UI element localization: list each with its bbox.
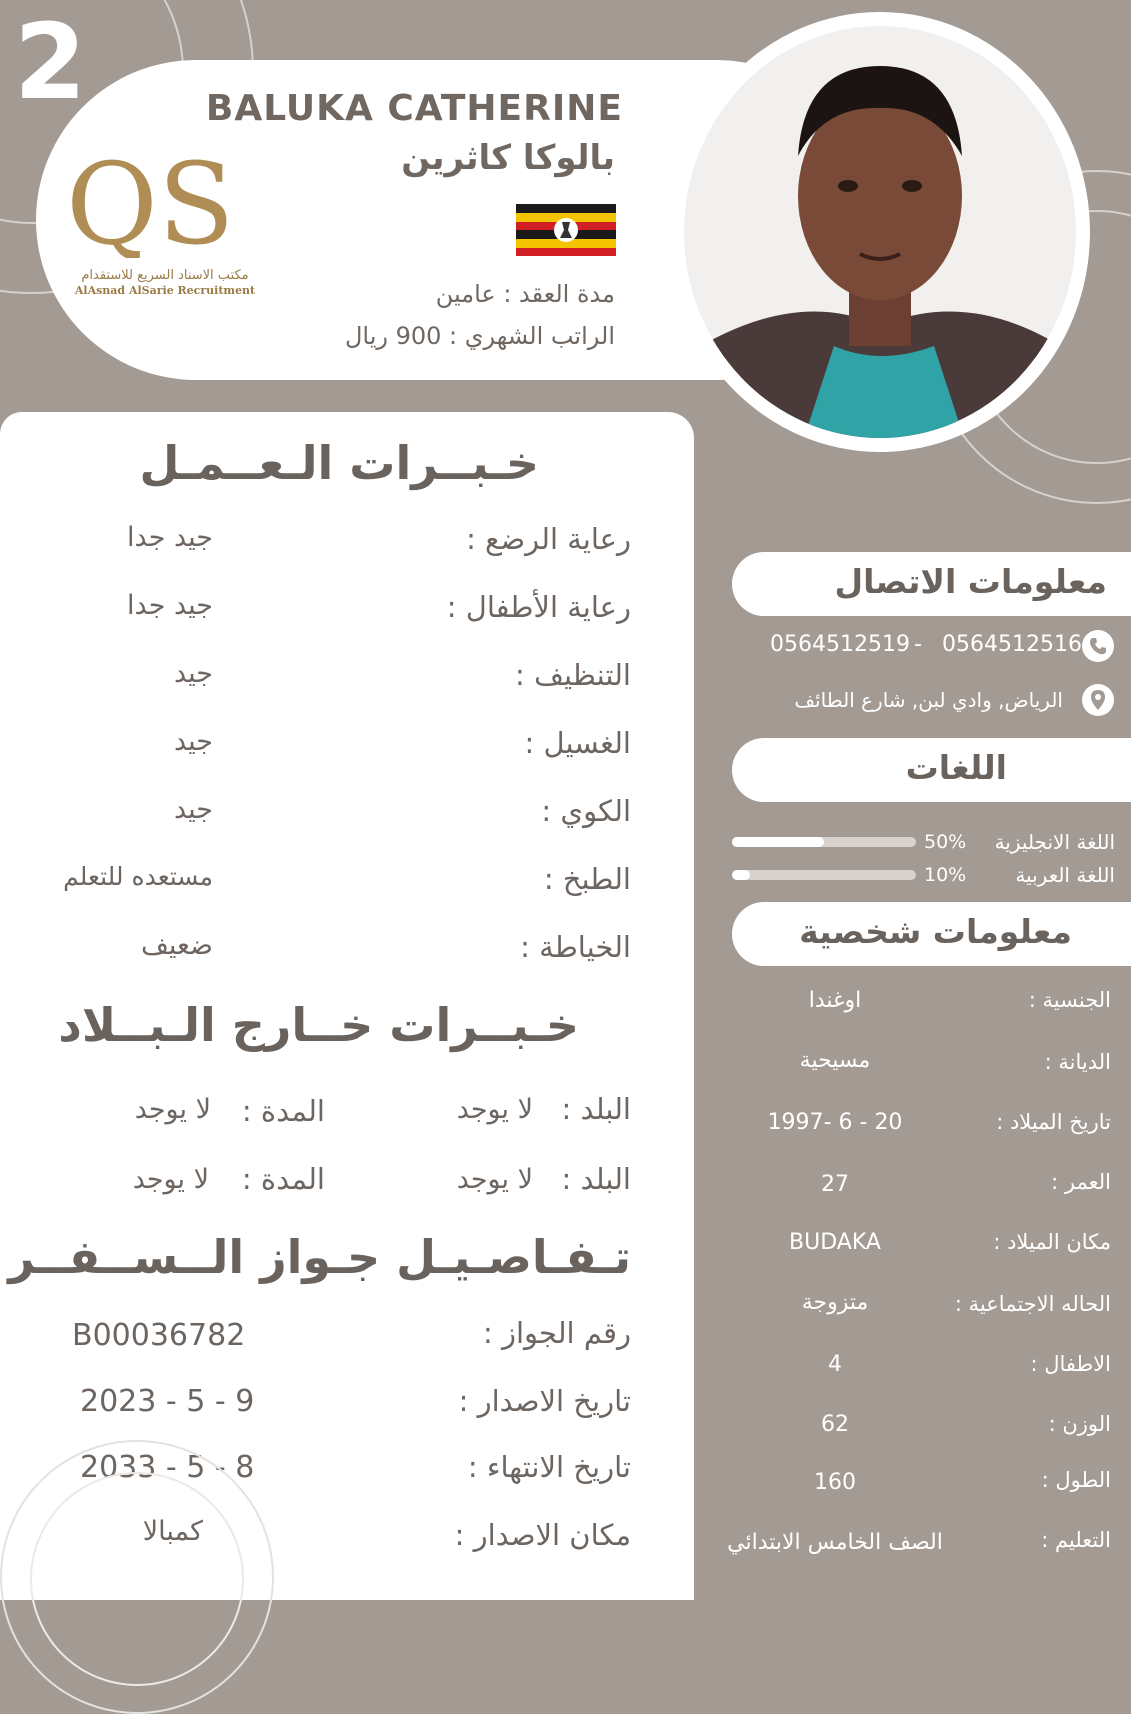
work-item-value: مستعده للتعلم xyxy=(63,862,213,891)
language-percent: 10% xyxy=(924,864,967,886)
work-item-value: ضعيف xyxy=(140,930,213,961)
personal-item-label: تاريخ الميلاد : xyxy=(996,1110,1111,1134)
work-item-value: جيد xyxy=(173,658,213,689)
abroad-country-value: لا يوجد xyxy=(456,1164,533,1195)
abroad-duration-label: المدة : xyxy=(241,1094,325,1128)
work-item-label: الخياطة : xyxy=(520,930,631,964)
personal-item-value: مسيحية xyxy=(799,1048,871,1073)
phone-icon xyxy=(1082,630,1114,662)
passport-title: تـفـاصـيـل جـواز الــســفــر xyxy=(8,1230,631,1284)
contract-duration: مدة العقد : عامين xyxy=(435,280,615,308)
work-item-label: رعاية الرضع : xyxy=(466,522,631,556)
phone-number: 0564512519 xyxy=(770,632,910,657)
personal-item-label: العمر : xyxy=(1051,1170,1111,1194)
language-bar xyxy=(732,870,916,880)
language-name: اللغة العربية xyxy=(1015,863,1115,887)
monthly-salary: الراتب الشهري : 900 ريال xyxy=(344,322,615,350)
abroad-duration-value: لا يوجد xyxy=(132,1164,209,1195)
personal-item-value: 20 - 6 -1997 xyxy=(767,1110,903,1135)
abroad-duration-value: لا يوجد xyxy=(134,1094,211,1125)
personal-item-label: التعليم : xyxy=(1041,1528,1111,1552)
work-item-label: التنظيف : xyxy=(515,658,631,692)
work-item-value: جيد جدا xyxy=(127,590,213,621)
uganda-flag-icon xyxy=(516,204,616,256)
work-item-label: الكوي : xyxy=(541,794,631,828)
passport-item-label: مكان الاصدار : xyxy=(454,1518,631,1552)
contact-title: معلومات الاتصال xyxy=(834,562,1107,601)
personal-item-label: الوزن : xyxy=(1048,1412,1111,1436)
logo-name-en: AlAsnad AlSarie Recruitment xyxy=(74,284,256,297)
passport-item-value: 8 - 5 - 2033 xyxy=(80,1450,255,1485)
candidate-name-en: BALUKA CATHERINE xyxy=(205,88,623,129)
language-bar-fill xyxy=(732,837,824,847)
language-bar-fill xyxy=(732,870,750,880)
personal-item-label: الحاله الاجتماعية : xyxy=(954,1292,1111,1316)
personal-item-label: الطول : xyxy=(1041,1468,1111,1492)
phone-separator: - xyxy=(914,632,922,657)
work-item-value: جيد xyxy=(173,726,213,757)
languages-title: اللغات xyxy=(905,748,1007,787)
decorative-ring xyxy=(30,1472,244,1686)
personal-item-label: الديانة : xyxy=(1044,1050,1111,1074)
work-item-value: جيد جدا xyxy=(127,522,213,553)
personal-item-value: 4 xyxy=(828,1352,842,1377)
work-item-label: الغسيل : xyxy=(524,726,631,760)
personal-title: معلومات شخصية xyxy=(799,912,1072,951)
passport-item-value: B00036782 xyxy=(72,1318,246,1353)
personal-item-label: الاطفال : xyxy=(1030,1352,1111,1376)
personal-item-value: اوغندا xyxy=(808,988,862,1013)
candidate-name-ar: بالوكا كاثرين xyxy=(401,138,615,178)
work-item-value: جيد xyxy=(173,794,213,825)
passport-item-label: رقم الجواز : xyxy=(482,1316,631,1350)
passport-item-label: تاريخ الاصدار : xyxy=(458,1384,631,1418)
abroad-country-label: البلد : xyxy=(561,1092,631,1126)
page-number: 2 xyxy=(14,1,87,123)
work-item-label: الطبخ : xyxy=(543,862,631,896)
passport-item-value: كمبالا xyxy=(142,1516,203,1547)
personal-item-label: مكان الميلاد : xyxy=(993,1230,1111,1254)
abroad-duration-label: المدة : xyxy=(241,1162,325,1196)
personal-section-header xyxy=(732,902,1131,966)
personal-item-label: الجنسية : xyxy=(1028,988,1111,1012)
work-experience-title: خـبــرات الـعــمـل xyxy=(139,436,539,490)
logo-name-ar: مكتب الاسناد السريع للاستقدام xyxy=(81,268,249,283)
personal-item-value: 160 xyxy=(814,1470,856,1495)
personal-item-value: 62 xyxy=(821,1412,849,1437)
phone-number: 0564512516 xyxy=(942,632,1082,657)
logo-mark: QS xyxy=(66,148,235,258)
language-bar xyxy=(732,837,916,847)
candidate-photo xyxy=(684,26,1076,438)
passport-item-value: 9 - 5 - 2023 xyxy=(80,1384,255,1419)
languages-section-header xyxy=(732,738,1131,802)
abroad-country-value: لا يوجد xyxy=(456,1094,533,1125)
location-pin-icon xyxy=(1082,684,1114,716)
personal-item-value: متزوجة xyxy=(801,1290,869,1315)
language-percent: 50% xyxy=(924,831,967,853)
work-item-label: رعاية الأطفال : xyxy=(446,590,631,624)
personal-item-value: 27 xyxy=(821,1172,849,1197)
address: الرياض, وادي لبن, شارع الطائف xyxy=(794,688,1063,712)
passport-item-label: تاريخ الانتهاء : xyxy=(467,1450,631,1484)
contact-section-header xyxy=(732,552,1131,616)
abroad-experience-title: خـبــرات خــارج الـبــلاد xyxy=(58,998,579,1052)
personal-item-value: BUDAKA xyxy=(789,1230,881,1255)
language-name: اللغة الانجليزية xyxy=(994,830,1115,854)
personal-item-value: الصف الخامس الابتدائي xyxy=(727,1530,943,1555)
abroad-country-label: البلد : xyxy=(561,1162,631,1196)
